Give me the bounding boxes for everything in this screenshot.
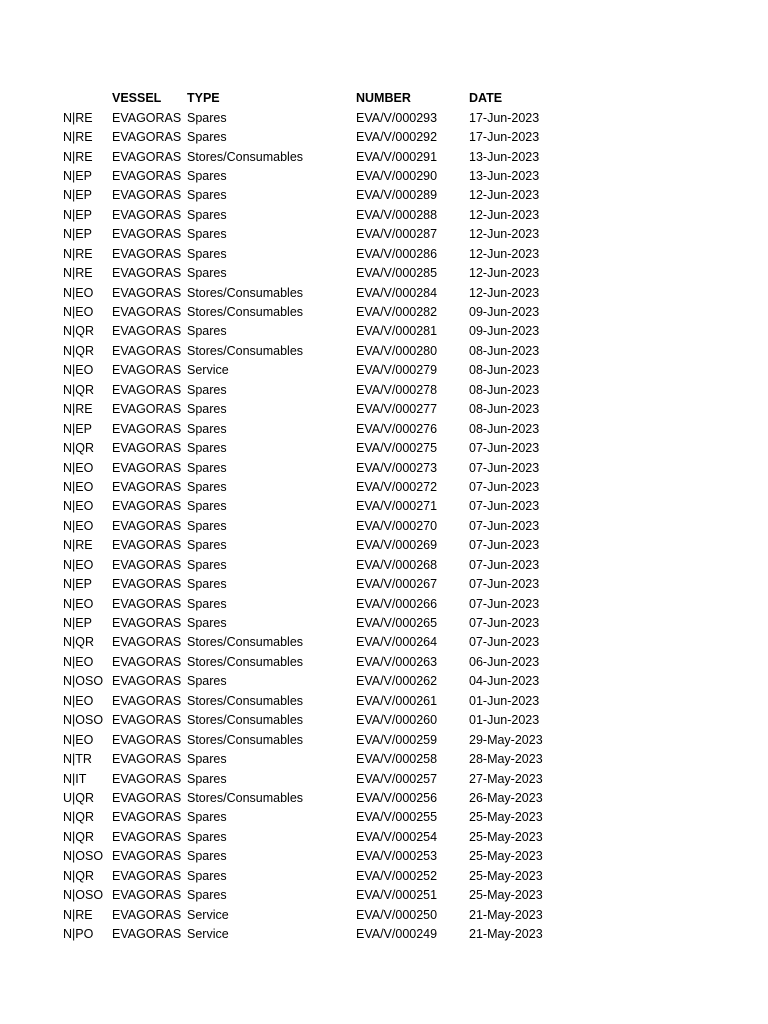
cell-vessel: EVAGORAS (112, 168, 182, 183)
cell-type: Service (187, 907, 229, 922)
cell-date: 29-May-2023 (469, 732, 543, 747)
cell-type: Spares (187, 207, 227, 222)
cell-number: EVA/V/000284 (356, 285, 438, 300)
cell-type: Stores/Consumables (187, 285, 304, 300)
table-row (0, 225, 578, 244)
cell-number: EVA/V/000270 (356, 518, 438, 533)
cell-type: Spares (187, 227, 227, 242)
cell-date: 07-Jun-2023 (469, 557, 540, 572)
cell-code: N|RE (63, 149, 93, 164)
cell-vessel: EVAGORAS (112, 771, 182, 786)
cell-type: Spares (187, 382, 227, 397)
cell-date: 09-Jun-2023 (469, 305, 540, 320)
table-row (0, 672, 578, 691)
cell-code: N|OSO (63, 888, 104, 903)
cell-date: 25-May-2023 (469, 868, 543, 883)
cell-type: Stores/Consumables (187, 713, 304, 728)
cell-number: EVA/V/000265 (356, 616, 438, 631)
cell-vessel: EVAGORAS (112, 810, 182, 825)
cell-type: Spares (187, 557, 227, 572)
cell-vessel: EVAGORAS (112, 635, 182, 650)
cell-date: 07-Jun-2023 (469, 577, 540, 592)
cell-vessel: EVAGORAS (112, 732, 182, 747)
cell-vessel: EVAGORAS (112, 907, 182, 922)
cell-code: N|EO (63, 285, 94, 300)
cell-code: N|RE (63, 907, 93, 922)
cell-code: N|EP (63, 616, 92, 631)
cell-code: N|RE (63, 538, 93, 553)
cell-vessel: EVAGORAS (112, 266, 182, 281)
table-row (0, 108, 578, 127)
cell-code: N|OSO (63, 674, 104, 689)
cell-number: EVA/V/000269 (356, 538, 438, 553)
table-row (0, 342, 578, 361)
cell-number: EVA/V/000257 (356, 771, 438, 786)
cell-number: EVA/V/000253 (356, 849, 438, 864)
table-row (0, 206, 578, 225)
cell-type: Spares (187, 441, 227, 456)
cell-type: Spares (187, 130, 227, 145)
cell-date: 01-Jun-2023 (469, 713, 540, 728)
cell-vessel: EVAGORAS (112, 421, 182, 436)
cell-number: EVA/V/000281 (356, 324, 438, 339)
table-row (0, 322, 578, 341)
cell-date: 12-Jun-2023 (469, 246, 540, 261)
cell-vessel: EVAGORAS (112, 305, 182, 320)
cell-type: Spares (187, 616, 227, 631)
cell-vessel: EVAGORAS (112, 130, 182, 145)
header-type: TYPE (187, 91, 220, 106)
cell-number: EVA/V/000249 (356, 927, 438, 942)
table-row (0, 245, 578, 264)
header-code (0, 89, 111, 108)
cell-vessel: EVAGORAS (112, 654, 182, 669)
cell-type: Spares (187, 849, 227, 864)
cell-date: 17-Jun-2023 (469, 110, 540, 125)
cell-number: EVA/V/000251 (356, 888, 438, 903)
cell-code: N|QR (63, 441, 95, 456)
cell-date: 21-May-2023 (469, 907, 543, 922)
table-row (0, 730, 578, 749)
cell-date: 12-Jun-2023 (469, 188, 540, 203)
order-sheet (0, 89, 768, 944)
cell-number: EVA/V/000261 (356, 693, 438, 708)
cell-number: EVA/V/000275 (356, 441, 438, 456)
cell-vessel: EVAGORAS (112, 596, 182, 611)
header-date: DATE (469, 91, 503, 106)
cell-type: Spares (187, 577, 227, 592)
cell-vessel: EVAGORAS (112, 616, 182, 631)
table-row (0, 828, 578, 847)
cell-code: N|EO (63, 654, 94, 669)
cell-vessel: EVAGORAS (112, 538, 182, 553)
cell-number: EVA/V/000271 (356, 499, 438, 514)
cell-date: 06-Jun-2023 (469, 654, 540, 669)
cell-number: EVA/V/000267 (356, 577, 438, 592)
cell-date: 07-Jun-2023 (469, 538, 540, 553)
cell-number: EVA/V/000277 (356, 402, 438, 417)
cell-date: 25-May-2023 (469, 849, 543, 864)
table-body (0, 108, 578, 944)
cell-code: N|EO (63, 518, 94, 533)
cell-code: N|OSO (63, 713, 104, 728)
cell-vessel: EVAGORAS (112, 849, 182, 864)
table-row (0, 147, 578, 166)
cell-type: Stores/Consumables (187, 654, 304, 669)
cell-date: 17-Jun-2023 (469, 130, 540, 145)
table-row (0, 167, 578, 186)
table-row (0, 711, 578, 730)
cell-code: N|EO (63, 557, 94, 572)
cell-date: 12-Jun-2023 (469, 227, 540, 242)
cell-type: Spares (187, 460, 227, 475)
cell-code: N|RE (63, 110, 93, 125)
cell-vessel: EVAGORAS (112, 693, 182, 708)
cell-vessel: EVAGORAS (112, 460, 182, 475)
table-row (0, 633, 578, 652)
cell-code: N|EO (63, 460, 94, 475)
cell-number: EVA/V/000289 (356, 188, 438, 203)
cell-type: Stores/Consumables (187, 305, 304, 320)
cell-code: N|EO (63, 305, 94, 320)
cell-number: EVA/V/000263 (356, 654, 438, 669)
cell-type: Spares (187, 810, 227, 825)
cell-number: EVA/V/000255 (356, 810, 438, 825)
cell-type: Spares (187, 324, 227, 339)
table-row (0, 400, 578, 419)
cell-code: N|EO (63, 693, 94, 708)
cell-vessel: EVAGORAS (112, 790, 182, 805)
cell-code: N|RE (63, 246, 93, 261)
cell-code: N|EO (63, 596, 94, 611)
table-row (0, 925, 578, 944)
cell-code: N|EO (63, 732, 94, 747)
cell-type: Spares (187, 752, 227, 767)
cell-type: Stores/Consumables (187, 149, 304, 164)
table-row (0, 556, 578, 575)
cell-vessel: EVAGORAS (112, 829, 182, 844)
cell-number: EVA/V/000287 (356, 227, 438, 242)
cell-date: 04-Jun-2023 (469, 674, 540, 689)
header-vessel: VESSEL (112, 91, 162, 106)
cell-number: EVA/V/000266 (356, 596, 438, 611)
cell-number: EVA/V/000288 (356, 207, 438, 222)
cell-vessel: EVAGORAS (112, 674, 182, 689)
cell-vessel: EVAGORAS (112, 149, 182, 164)
cell-type: Spares (187, 402, 227, 417)
cell-date: 01-Jun-2023 (469, 693, 540, 708)
cell-number: EVA/V/000276 (356, 421, 438, 436)
cell-code: N|QR (63, 868, 95, 883)
table-row (0, 867, 578, 886)
table-row (0, 905, 578, 924)
cell-date: 26-May-2023 (469, 790, 543, 805)
cell-date: 07-Jun-2023 (469, 441, 540, 456)
cell-number: EVA/V/000280 (356, 343, 438, 358)
cell-date: 12-Jun-2023 (469, 207, 540, 222)
cell-vessel: EVAGORAS (112, 713, 182, 728)
cell-code: N|EP (63, 207, 92, 222)
cell-date: 07-Jun-2023 (469, 596, 540, 611)
table-row (0, 653, 578, 672)
cell-vessel: EVAGORAS (112, 499, 182, 514)
table-row (0, 769, 578, 788)
table-row (0, 264, 578, 283)
cell-vessel: EVAGORAS (112, 927, 182, 942)
cell-type: Spares (187, 266, 227, 281)
cell-date: 08-Jun-2023 (469, 402, 540, 417)
cell-type: Spares (187, 771, 227, 786)
cell-vessel: EVAGORAS (112, 441, 182, 456)
cell-type: Service (187, 927, 229, 942)
cell-number: EVA/V/000286 (356, 246, 438, 261)
cell-vessel: EVAGORAS (112, 246, 182, 261)
cell-vessel: EVAGORAS (112, 868, 182, 883)
cell-code: N|EO (63, 499, 94, 514)
cell-code: N|EP (63, 421, 92, 436)
cell-number: EVA/V/000258 (356, 752, 438, 767)
cell-number: EVA/V/000291 (356, 149, 438, 164)
cell-date: 09-Jun-2023 (469, 324, 540, 339)
cell-number: EVA/V/000290 (356, 168, 438, 183)
table-row (0, 497, 578, 516)
cell-number: EVA/V/000292 (356, 130, 438, 145)
cell-number: EVA/V/000293 (356, 110, 438, 125)
cell-date: 07-Jun-2023 (469, 479, 540, 494)
cell-date: 25-May-2023 (469, 810, 543, 825)
cell-type: Spares (187, 188, 227, 203)
table-row (0, 886, 578, 905)
cell-date: 07-Jun-2023 (469, 460, 540, 475)
cell-type: Spares (187, 499, 227, 514)
cell-number: EVA/V/000273 (356, 460, 438, 475)
cell-date: 28-May-2023 (469, 752, 543, 767)
cell-code: N|QR (63, 829, 95, 844)
table-row (0, 517, 578, 536)
cell-number: EVA/V/000278 (356, 382, 438, 397)
table-row (0, 750, 578, 769)
cell-code: N|RE (63, 402, 93, 417)
cell-vessel: EVAGORAS (112, 577, 182, 592)
cell-type: Spares (187, 168, 227, 183)
cell-number: EVA/V/000279 (356, 363, 438, 378)
cell-code: N|QR (63, 635, 95, 650)
cell-number: EVA/V/000264 (356, 635, 438, 650)
cell-type: Spares (187, 538, 227, 553)
cell-code: N|QR (63, 382, 95, 397)
cell-code: N|EP (63, 168, 92, 183)
cell-date: 25-May-2023 (469, 829, 543, 844)
cell-number: EVA/V/000272 (356, 479, 438, 494)
table-row (0, 186, 578, 205)
cell-code: N|EO (63, 479, 94, 494)
cell-type: Spares (187, 479, 227, 494)
cell-type: Stores/Consumables (187, 732, 304, 747)
table-row (0, 439, 578, 458)
cell-code: N|EP (63, 577, 92, 592)
cell-type: Spares (187, 868, 227, 883)
cell-type: Spares (187, 110, 227, 125)
cell-code: N|QR (63, 343, 95, 358)
cell-date: 13-Jun-2023 (469, 168, 540, 183)
cell-date: 07-Jun-2023 (469, 499, 540, 514)
cell-code: N|EP (63, 188, 92, 203)
header-row (0, 89, 578, 108)
cell-vessel: EVAGORAS (112, 207, 182, 222)
cell-date: 08-Jun-2023 (469, 363, 540, 378)
cell-vessel: EVAGORAS (112, 402, 182, 417)
cell-vessel: EVAGORAS (112, 324, 182, 339)
cell-code: U|QR (63, 790, 95, 805)
cell-number: EVA/V/000285 (356, 266, 438, 281)
cell-code: N|EP (63, 227, 92, 242)
cell-type: Stores/Consumables (187, 693, 304, 708)
cell-vessel: EVAGORAS (112, 227, 182, 242)
cell-vessel: EVAGORAS (112, 188, 182, 203)
cell-date: 08-Jun-2023 (469, 382, 540, 397)
cell-vessel: EVAGORAS (112, 110, 182, 125)
cell-type: Spares (187, 518, 227, 533)
cell-vessel: EVAGORAS (112, 343, 182, 358)
cell-code: N|IT (63, 771, 87, 786)
table-row (0, 478, 578, 497)
table-row (0, 381, 578, 400)
cell-date: 07-Jun-2023 (469, 518, 540, 533)
cell-number: EVA/V/000268 (356, 557, 438, 572)
table-row (0, 692, 578, 711)
table-row (0, 789, 578, 808)
cell-code: N|PO (63, 927, 94, 942)
cell-date: 07-Jun-2023 (469, 635, 540, 650)
cell-number: EVA/V/000260 (356, 713, 438, 728)
table-row (0, 361, 578, 380)
cell-vessel: EVAGORAS (112, 382, 182, 397)
table-row (0, 575, 578, 594)
cell-date: 12-Jun-2023 (469, 285, 540, 300)
table-row (0, 283, 578, 302)
cell-number: EVA/V/000250 (356, 907, 438, 922)
header-number: NUMBER (356, 91, 411, 106)
cell-date: 13-Jun-2023 (469, 149, 540, 164)
cell-code: N|TR (63, 752, 92, 767)
cell-vessel: EVAGORAS (112, 888, 182, 903)
cell-date: 25-May-2023 (469, 888, 543, 903)
cell-type: Stores/Consumables (187, 790, 304, 805)
cell-date: 08-Jun-2023 (469, 343, 540, 358)
table-row (0, 847, 578, 866)
cell-type: Spares (187, 888, 227, 903)
cell-number: EVA/V/000256 (356, 790, 438, 805)
cell-type: Spares (187, 246, 227, 261)
cell-vessel: EVAGORAS (112, 363, 182, 378)
cell-code: N|EO (63, 363, 94, 378)
cell-code: N|RE (63, 130, 93, 145)
table-row (0, 536, 578, 555)
cell-type: Spares (187, 674, 227, 689)
cell-vessel: EVAGORAS (112, 557, 182, 572)
cell-code: N|QR (63, 324, 95, 339)
cell-vessel: EVAGORAS (112, 518, 182, 533)
cell-type: Stores/Consumables (187, 635, 304, 650)
orders-table (0, 89, 578, 944)
cell-number: EVA/V/000259 (356, 732, 438, 747)
cell-vessel: EVAGORAS (112, 752, 182, 767)
cell-code: N|QR (63, 810, 95, 825)
cell-type: Service (187, 363, 229, 378)
table-row (0, 458, 578, 477)
cell-number: EVA/V/000252 (356, 868, 438, 883)
table-row (0, 419, 578, 438)
cell-number: EVA/V/000254 (356, 829, 438, 844)
table-row (0, 303, 578, 322)
cell-date: 21-May-2023 (469, 927, 543, 942)
table-row (0, 614, 578, 633)
cell-type: Spares (187, 829, 227, 844)
table-row (0, 128, 578, 147)
cell-vessel: EVAGORAS (112, 479, 182, 494)
table-row (0, 594, 578, 613)
cell-number: EVA/V/000282 (356, 305, 438, 320)
cell-date: 12-Jun-2023 (469, 266, 540, 281)
cell-type: Stores/Consumables (187, 343, 304, 358)
cell-code: N|RE (63, 266, 93, 281)
cell-date: 07-Jun-2023 (469, 616, 540, 631)
cell-date: 27-May-2023 (469, 771, 543, 786)
cell-code: N|OSO (63, 849, 104, 864)
table-row (0, 808, 578, 827)
cell-type: Spares (187, 421, 227, 436)
cell-type: Spares (187, 596, 227, 611)
cell-vessel: EVAGORAS (112, 285, 182, 300)
cell-number: EVA/V/000262 (356, 674, 438, 689)
cell-date: 08-Jun-2023 (469, 421, 540, 436)
